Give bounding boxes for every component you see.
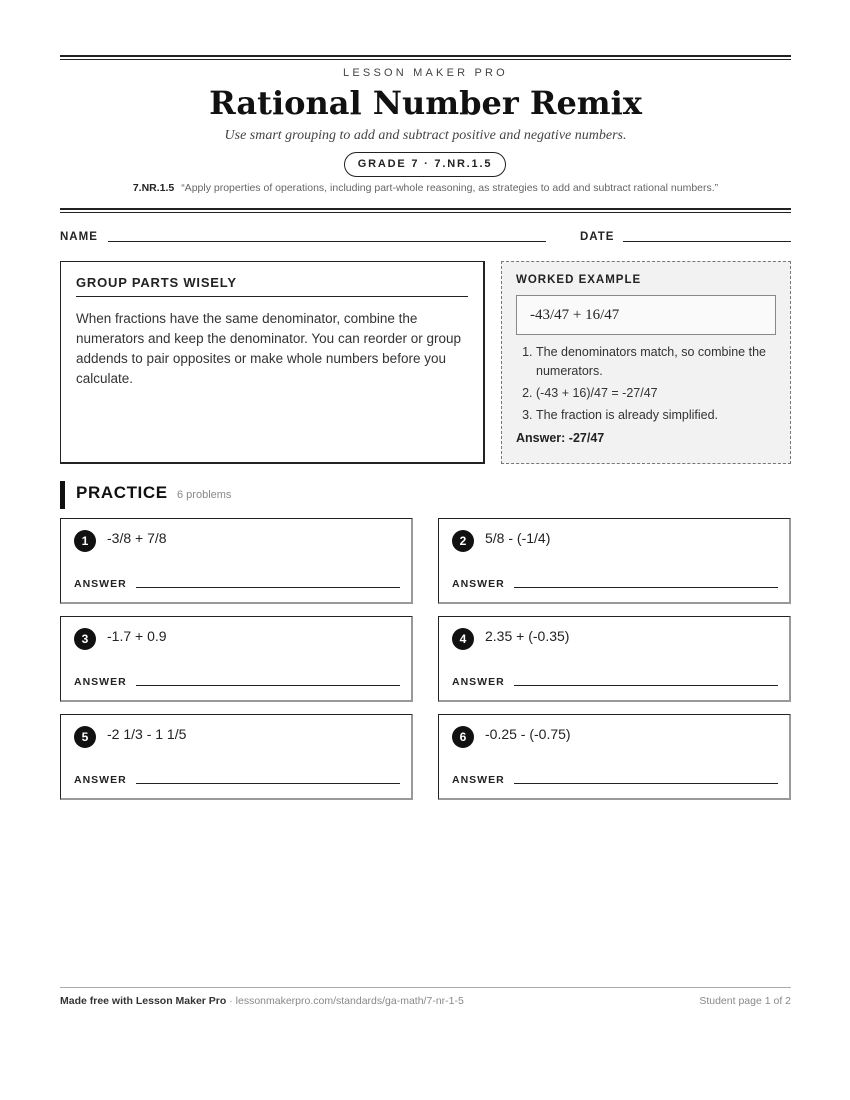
answer-field[interactable] [514, 783, 778, 784]
answer-field[interactable] [514, 685, 778, 686]
answer-label: ANSWER [452, 774, 505, 786]
problem-expression: -0.25 - (-0.75) [485, 726, 571, 742]
footer-credit [60, 995, 464, 1007]
worked-example-expression: -43/47 + 16/47 [516, 295, 776, 335]
problem-expression: 2.35 + (-0.35) [485, 628, 570, 644]
concept-body: When fractions have the same denominator, combine the numerators and keep the denominator. You can reorder or group addends to pair opposites or make whole numbers before you calculate. [76, 311, 462, 386]
standard-code: 7.NR.1.5 [132, 182, 175, 194]
problem-expression: -3/8 + 7/8 [107, 530, 167, 546]
grade-badge: GRADE 7 · 7.NR.1.5 [344, 152, 506, 177]
header-double-rule [60, 208, 791, 213]
problem-card [60, 714, 413, 800]
footer-made-with: Made free with Lesson Maker Pro [60, 995, 227, 1007]
problem-number-badge: 4 [452, 628, 474, 650]
worked-example-step: 3. The fraction is already simplified. [536, 406, 776, 425]
answer-field[interactable] [514, 587, 778, 588]
date-field[interactable] [623, 241, 791, 242]
practice-count: 6 problems [177, 489, 232, 501]
practice-heading: PRACTICE [76, 483, 168, 502]
answer-label: ANSWER [74, 774, 127, 786]
standard-text: “Apply properties of operations, including part-whole reasoning, as strategies to add and subtract rational numbers.” [181, 182, 719, 194]
problem-card [438, 714, 791, 800]
problem-card [438, 616, 791, 702]
answer-field[interactable] [136, 783, 400, 784]
standard-line [60, 182, 791, 194]
answer-label: ANSWER [74, 676, 127, 688]
problem-number-badge: 3 [74, 628, 96, 650]
problem-number-badge: 2 [452, 530, 474, 552]
name-field[interactable] [108, 241, 546, 242]
page-title: Rational Number Remix [209, 84, 642, 122]
problem-card [60, 518, 413, 604]
name-label: NAME [60, 231, 98, 243]
worked-example-heading: WORKED EXAMPLE [516, 274, 642, 286]
date-label: DATE [580, 231, 615, 243]
answer-field[interactable] [136, 685, 400, 686]
answer-field[interactable] [136, 587, 400, 588]
answer-label: ANSWER [452, 578, 505, 590]
footer-url[interactable]: · lessonmakerpro.com/standards/ga-math/7-nr-1-5 [226, 995, 464, 1007]
practice-accent-bar [60, 481, 65, 509]
worked-example-step: 1. The denominators match, so combine the numerators. [536, 343, 776, 381]
worked-example-step: 2. (-43 + 16)/47 = -27/47 [536, 384, 776, 403]
top-double-rule [60, 55, 791, 60]
answer-label: ANSWER [74, 578, 127, 590]
problem-number-badge: 5 [74, 726, 96, 748]
worked-example-box [501, 261, 791, 464]
problem-number-badge: 1 [74, 530, 96, 552]
problem-card [60, 616, 413, 702]
footer-page-number: Student page 1 of 2 [699, 995, 791, 1007]
problem-card [438, 518, 791, 604]
problem-expression: -1.7 + 0.9 [107, 628, 167, 644]
brand-label: LESSON MAKER PRO [343, 67, 508, 79]
concept-box [60, 261, 485, 464]
concept-heading: GROUP PARTS WISELY [76, 275, 468, 297]
problem-expression: -2 1/3 - 1 1/5 [107, 726, 187, 742]
worked-example-answer: Answer: -27/47 [516, 431, 605, 445]
problem-expression: 5/8 - (-1/4) [485, 530, 551, 546]
worked-example-steps [516, 343, 776, 425]
answer-label: ANSWER [452, 676, 505, 688]
page-subtitle: Use smart grouping to add and subtract positive and negative numbers. [224, 128, 627, 143]
footer-rule [60, 987, 791, 988]
problem-number-badge: 6 [452, 726, 474, 748]
